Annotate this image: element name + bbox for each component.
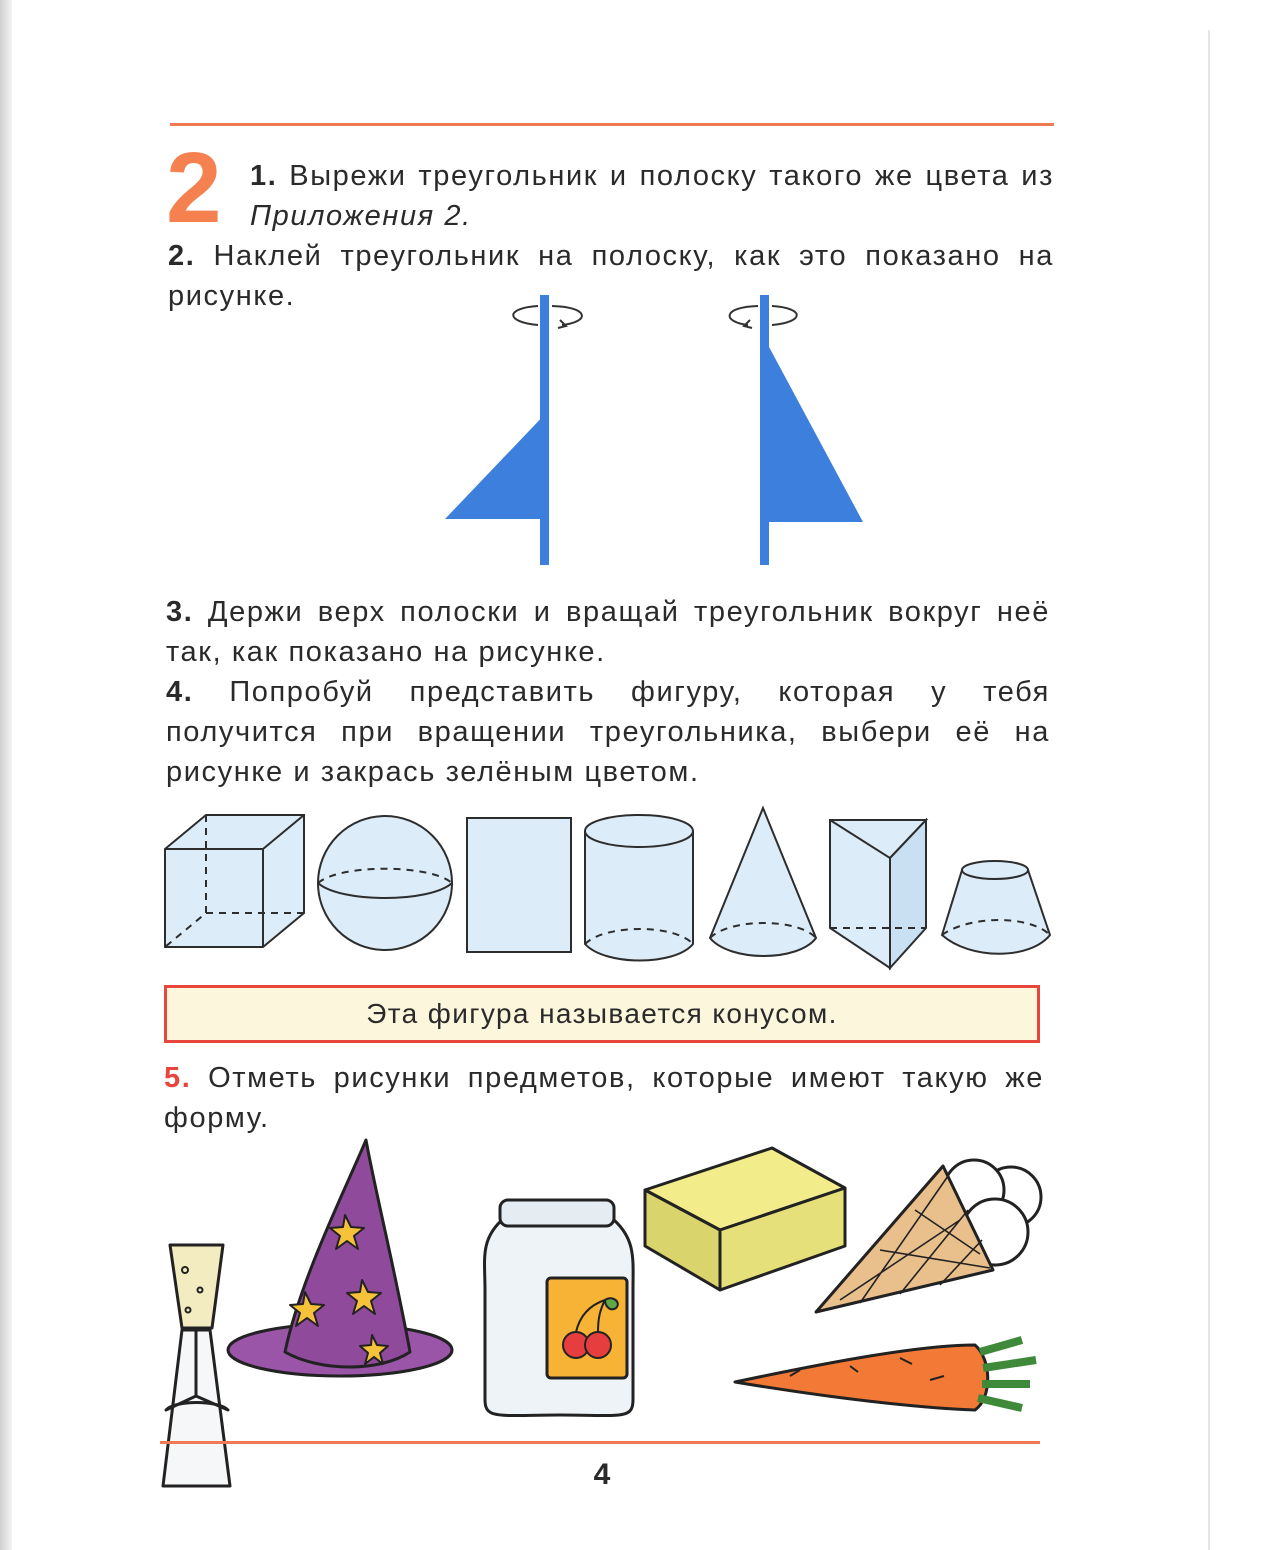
step-2-number: 2. [168, 240, 196, 272]
step-1-text: Вырежи треугольник и полоску такого же цвета из [289, 160, 1054, 192]
step-5-text: Отметь рисунки предметов, которые имеют такую же форму. [164, 1062, 1044, 1134]
step-4-text: Попробуй представить фигуру, которая у тебя получится при вращении треугольника, выбери её на рисунке и закрась зелёным цветом. [166, 676, 1050, 788]
butter-block[interactable] [645, 1148, 845, 1290]
step-5-number: 5. [164, 1062, 192, 1094]
bottom-rule [160, 1441, 1040, 1444]
ice-cream-cone[interactable] [816, 1160, 1041, 1312]
wizard-hat[interactable] [228, 1140, 452, 1376]
champagne-glass[interactable] [163, 1245, 230, 1486]
step-4-number: 4. [166, 676, 194, 708]
step-1-number: 1. [250, 160, 278, 192]
cone-definition-callout: Эта фигура называется конусом. [164, 985, 1040, 1043]
step-1-italic: Приложения 2. [250, 200, 472, 232]
page-number: 4 [593, 1458, 611, 1491]
step-2-text: Наклей треугольник на полоску, как это показано на рисунке. [168, 240, 1054, 312]
step-3-number: 3. [166, 596, 194, 628]
carrot[interactable] [735, 1340, 1036, 1410]
section-number: 2 [166, 132, 222, 244]
glass-jar[interactable] [485, 1200, 634, 1416]
step-3-text: Держи верх полоски и вращай треугольник вокруг неё так, как показано на рисунке. [166, 596, 1050, 668]
